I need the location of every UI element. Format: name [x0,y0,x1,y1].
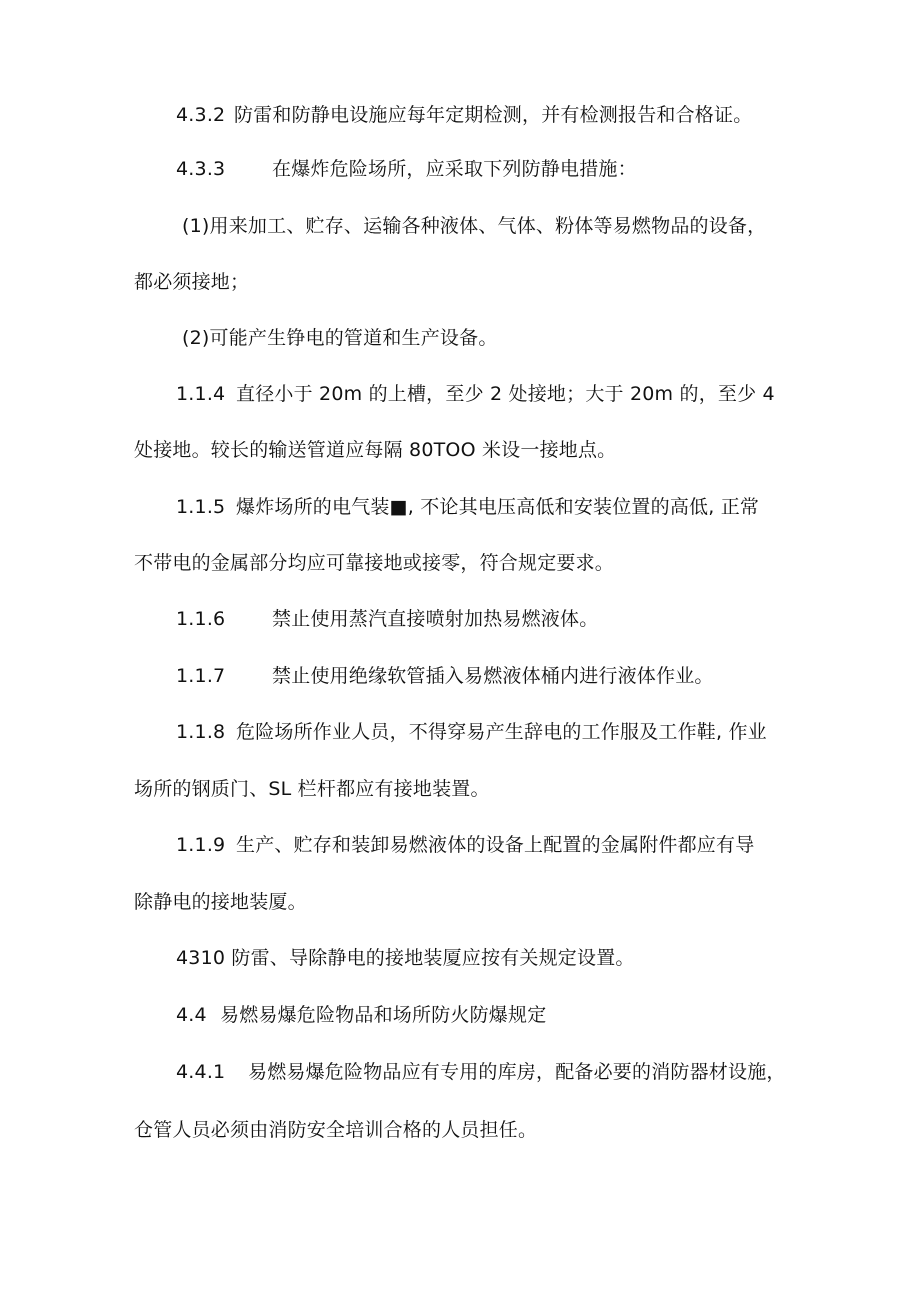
clause-text: 直径小于 20m 的上槽，至少 2 处接地；大于 20m 的，至少 4 [236,383,775,405]
paragraph-4-3-3 [176,155,637,183]
clause-text: 生产、贮存和装卸易燃液体的设备上配置的金属附件都应有导 [236,834,755,856]
clause-text: 爆炸场所的电气装■, 不论其电压高低和安装位置的高低, 正常 [236,496,760,518]
clause-number: 1.1.7 [176,665,226,687]
clause-text: 除静电的接地装厦。 [134,891,307,913]
paragraph-4-4-1-line-1 [176,1058,786,1086]
item-text: (2)可能产生铮电的管道和生产设备。 [182,327,498,349]
clause-text: 易燃易爆危险物品和场所防火防爆规定 [220,1004,547,1026]
paragraph-1-1-6 [176,605,598,633]
item-text: 都必须接地； [134,271,250,293]
paragraph-4-4 [176,1001,546,1029]
clause-text: 危险场所作业人员，不得穿易产生辞电的工作服及工作鞋, 作业 [236,721,767,743]
clause-text: 禁止使用蒸汽直接喷射加热易燃液体。 [272,608,599,630]
clause-text: 4310 防雷、导除静电的接地装厦应按有关规定设置。 [176,947,635,969]
paragraph-1-1-8-line-2 [134,775,490,803]
paragraph-4-4-1-line-2 [134,1116,537,1144]
clause-number: 1.1.4 [176,383,226,405]
clause-text: 防雷和防静电设施应每年定期检测，并有检测报告和合格证。 [234,104,753,126]
paragraph-1-1-9-line-1 [176,831,754,859]
paragraph-1-1-4-line-1 [176,380,775,408]
clause-number: 1.1.5 [176,496,226,518]
clause-number: 4.4 [176,1004,207,1026]
clause-text: 禁止使用绝缘软管插入易燃液体桶内进行液体作业。 [272,665,714,687]
item-text: (1)用来加工、贮存、运输各种液体、气体、粉体等易燃物品的设备， [182,215,767,237]
clause-number: 4.3.3 [176,158,226,180]
clause-number: 4.3.2 [176,104,226,126]
paragraph-4310 [176,944,635,972]
paragraph-1-1-5-line-1 [176,493,759,521]
clause-text: 不带电的金属部分均应可靠接地或接零，符合规定要求。 [134,552,615,574]
clause-text: 易燃易爆危险物品应有专用的库房，配备必要的消防器材设施， [248,1061,786,1083]
paragraph-1-1-8-line-1 [176,718,767,746]
paragraph-1-1-9-line-2 [134,888,307,916]
paragraph-1-1-4-line-2 [134,436,616,464]
clause-number: 4.4.1 [176,1061,226,1083]
clause-number: 1.1.9 [176,834,226,856]
clause-text: 仓管人员必须由消防安全培训合格的人员担任。 [134,1119,538,1141]
paragraph-1-1-7 [176,662,714,690]
clause-number: 1.1.8 [176,721,226,743]
clause-number: 1.1.6 [176,608,226,630]
paragraph-item-1-line-2 [134,268,249,296]
paragraph-1-1-5-line-2 [134,549,614,577]
paragraph-4-3-2 [176,101,752,129]
paragraph-item-2 [182,324,498,352]
clause-text: 在爆炸危险场所，应采取下列防静电措施： [272,158,637,180]
clause-text: 场所的钢质门、SL 栏杆都应有接地装置。 [134,778,490,800]
clause-text: 处接地。较长的输送管道应每隔 80TOO 米设一接地点。 [134,439,617,461]
paragraph-item-1-line-1 [182,212,766,240]
